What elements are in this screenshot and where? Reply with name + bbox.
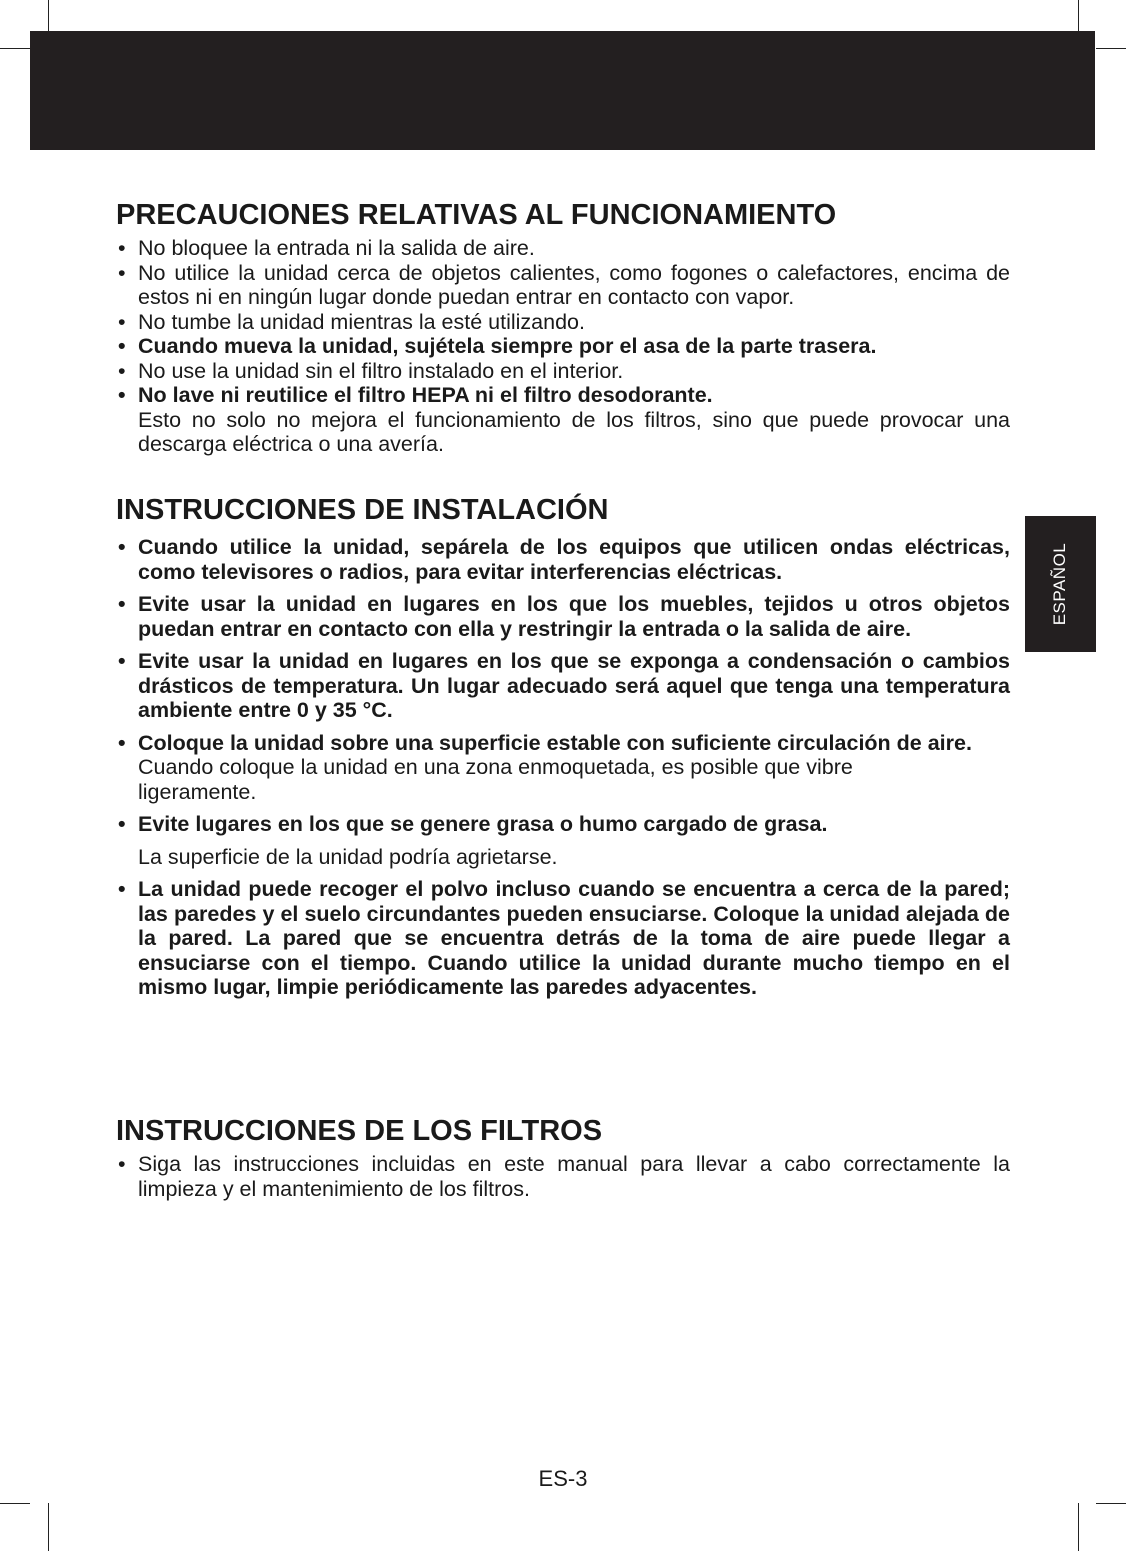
crop-mark-bottom-left-v [48, 1503, 49, 1551]
spacer [138, 837, 1010, 845]
bullet: • [118, 535, 126, 559]
item-text: No tumbe la unidad mientras la esté utilizando. [138, 309, 585, 334]
bullet: • [118, 334, 126, 358]
bullet: • [118, 383, 126, 407]
list-item [116, 535, 1010, 584]
list-item [116, 310, 1010, 335]
item-text: No utilice la unidad cerca de objetos calientes, como fogones o calefactores, encima de estos ni en ningún lugar donde puedan entrar en contacto con vapor. [138, 260, 1010, 309]
item-text: Cuando mueva la unidad, sujétela siempre por el asa de la parte trasera. [138, 334, 877, 358]
page-number: ES-3 [538, 1466, 588, 1491]
filters-section [116, 1114, 1010, 1201]
item-note: La superficie de la unidad podría agrietarse. [138, 844, 558, 869]
installation-list [116, 535, 1010, 1000]
crop-mark-top-left-h [0, 48, 30, 49]
item-text: Evite usar la unidad en lugares en los que se exponga a condensación o cambios drásticos de temperatura. Un lugar adecuado será aquel que tenga una temperatura ambiente entre 0 y 35 °C. [138, 649, 1010, 722]
item-note: Esto no solo no mejora el funcionamiento de los filtros, sino que puede provocar una descarga eléctrica o una avería. [138, 407, 1010, 456]
precautions-title: PRECAUCIONES RELATIVAS AL FUNCIONAMIENTO [116, 199, 837, 231]
filters-title: INSTRUCCIONES DE LOS FILTROS [116, 1115, 603, 1147]
item-text: No bloquee la entrada ni la salida de aire. [138, 236, 535, 260]
precautions-section [116, 198, 1010, 457]
header-bar [30, 31, 1095, 150]
bullet: • [118, 260, 126, 285]
installation-section [116, 493, 1010, 1008]
item-text: Coloque la unidad sobre una superficie estable con suficiente circulación de aire. [138, 730, 972, 755]
list-item [116, 261, 1010, 310]
crop-mark-bottom-right-v [1078, 1503, 1079, 1551]
bullet: • [118, 812, 126, 836]
language-tab-label: ESPAÑOL [1050, 542, 1069, 626]
item-text: Cuando utilice la unidad, sepárela de los equipos que utilicen ondas eléctricas, como televisores o radios, para evitar interferencias eléctricas. [138, 535, 1010, 584]
item-text: Siga las instrucciones incluidas en este manual para llevar a cabo correctamente la limpieza y el mantenimiento de los filtros. [138, 1152, 1010, 1201]
crop-mark-top-right-v [1078, 0, 1079, 31]
item-text: No lave ni reutilice el filtro HEPA ni el filtro desodorante. [138, 383, 713, 407]
crop-mark-top-right-h [1096, 48, 1126, 49]
item-text: Evite lugares en los que se genere grasa o humo cargado de grasa. [138, 812, 828, 836]
item-text: No use la unidad sin el filtro instalado en el interior. [138, 358, 624, 383]
bullet: • [118, 730, 126, 755]
list-item [116, 1152, 1010, 1201]
list-item [116, 334, 1010, 359]
list-item [116, 236, 1010, 261]
crop-mark-bottom-left-h [0, 1503, 30, 1504]
precautions-list [116, 236, 1010, 457]
language-tab [1025, 516, 1096, 652]
list-item [116, 359, 1010, 384]
bullet: • [118, 358, 126, 383]
bullet: • [118, 236, 126, 260]
bullet: • [118, 877, 126, 901]
item-note: Cuando coloque la unidad en una zona enmoquetada, es posible que vibre ligeramente. [138, 755, 853, 804]
list-item [116, 812, 1010, 869]
bullet: • [118, 309, 126, 334]
list-item [116, 649, 1010, 723]
bullet: • [118, 649, 126, 673]
list-item [116, 383, 1010, 457]
list-item [116, 877, 1010, 1000]
installation-title: INSTRUCCIONES DE INSTALACIÓN [116, 494, 609, 526]
bullet: • [118, 592, 126, 616]
list-item [116, 731, 1010, 805]
bullet: • [118, 1152, 126, 1176]
filters-list [116, 1152, 1010, 1201]
item-text: La unidad puede recoger el polvo incluso cuando se encuentra a cerca de la pared; las paredes y el suelo circundantes pueden ensuciarse. Coloque la unidad alejada de la pared. La pared que se encuentra detrás de la toma de aire puede llegar a ensuciarse con el tiempo. Cuando utilice la unidad durante mucho tiempo en el mismo lugar, limpie periódicamente las paredes adyacentes. [138, 877, 1010, 999]
crop-mark-bottom-right-h [1096, 1503, 1126, 1504]
crop-mark-top-left-v [48, 0, 49, 31]
list-item [116, 592, 1010, 641]
item-text: Evite usar la unidad en lugares en los que los muebles, tejidos u otros objetos puedan entrar en contacto con ella y restringir la entrada o la salida de aire. [138, 592, 1010, 641]
